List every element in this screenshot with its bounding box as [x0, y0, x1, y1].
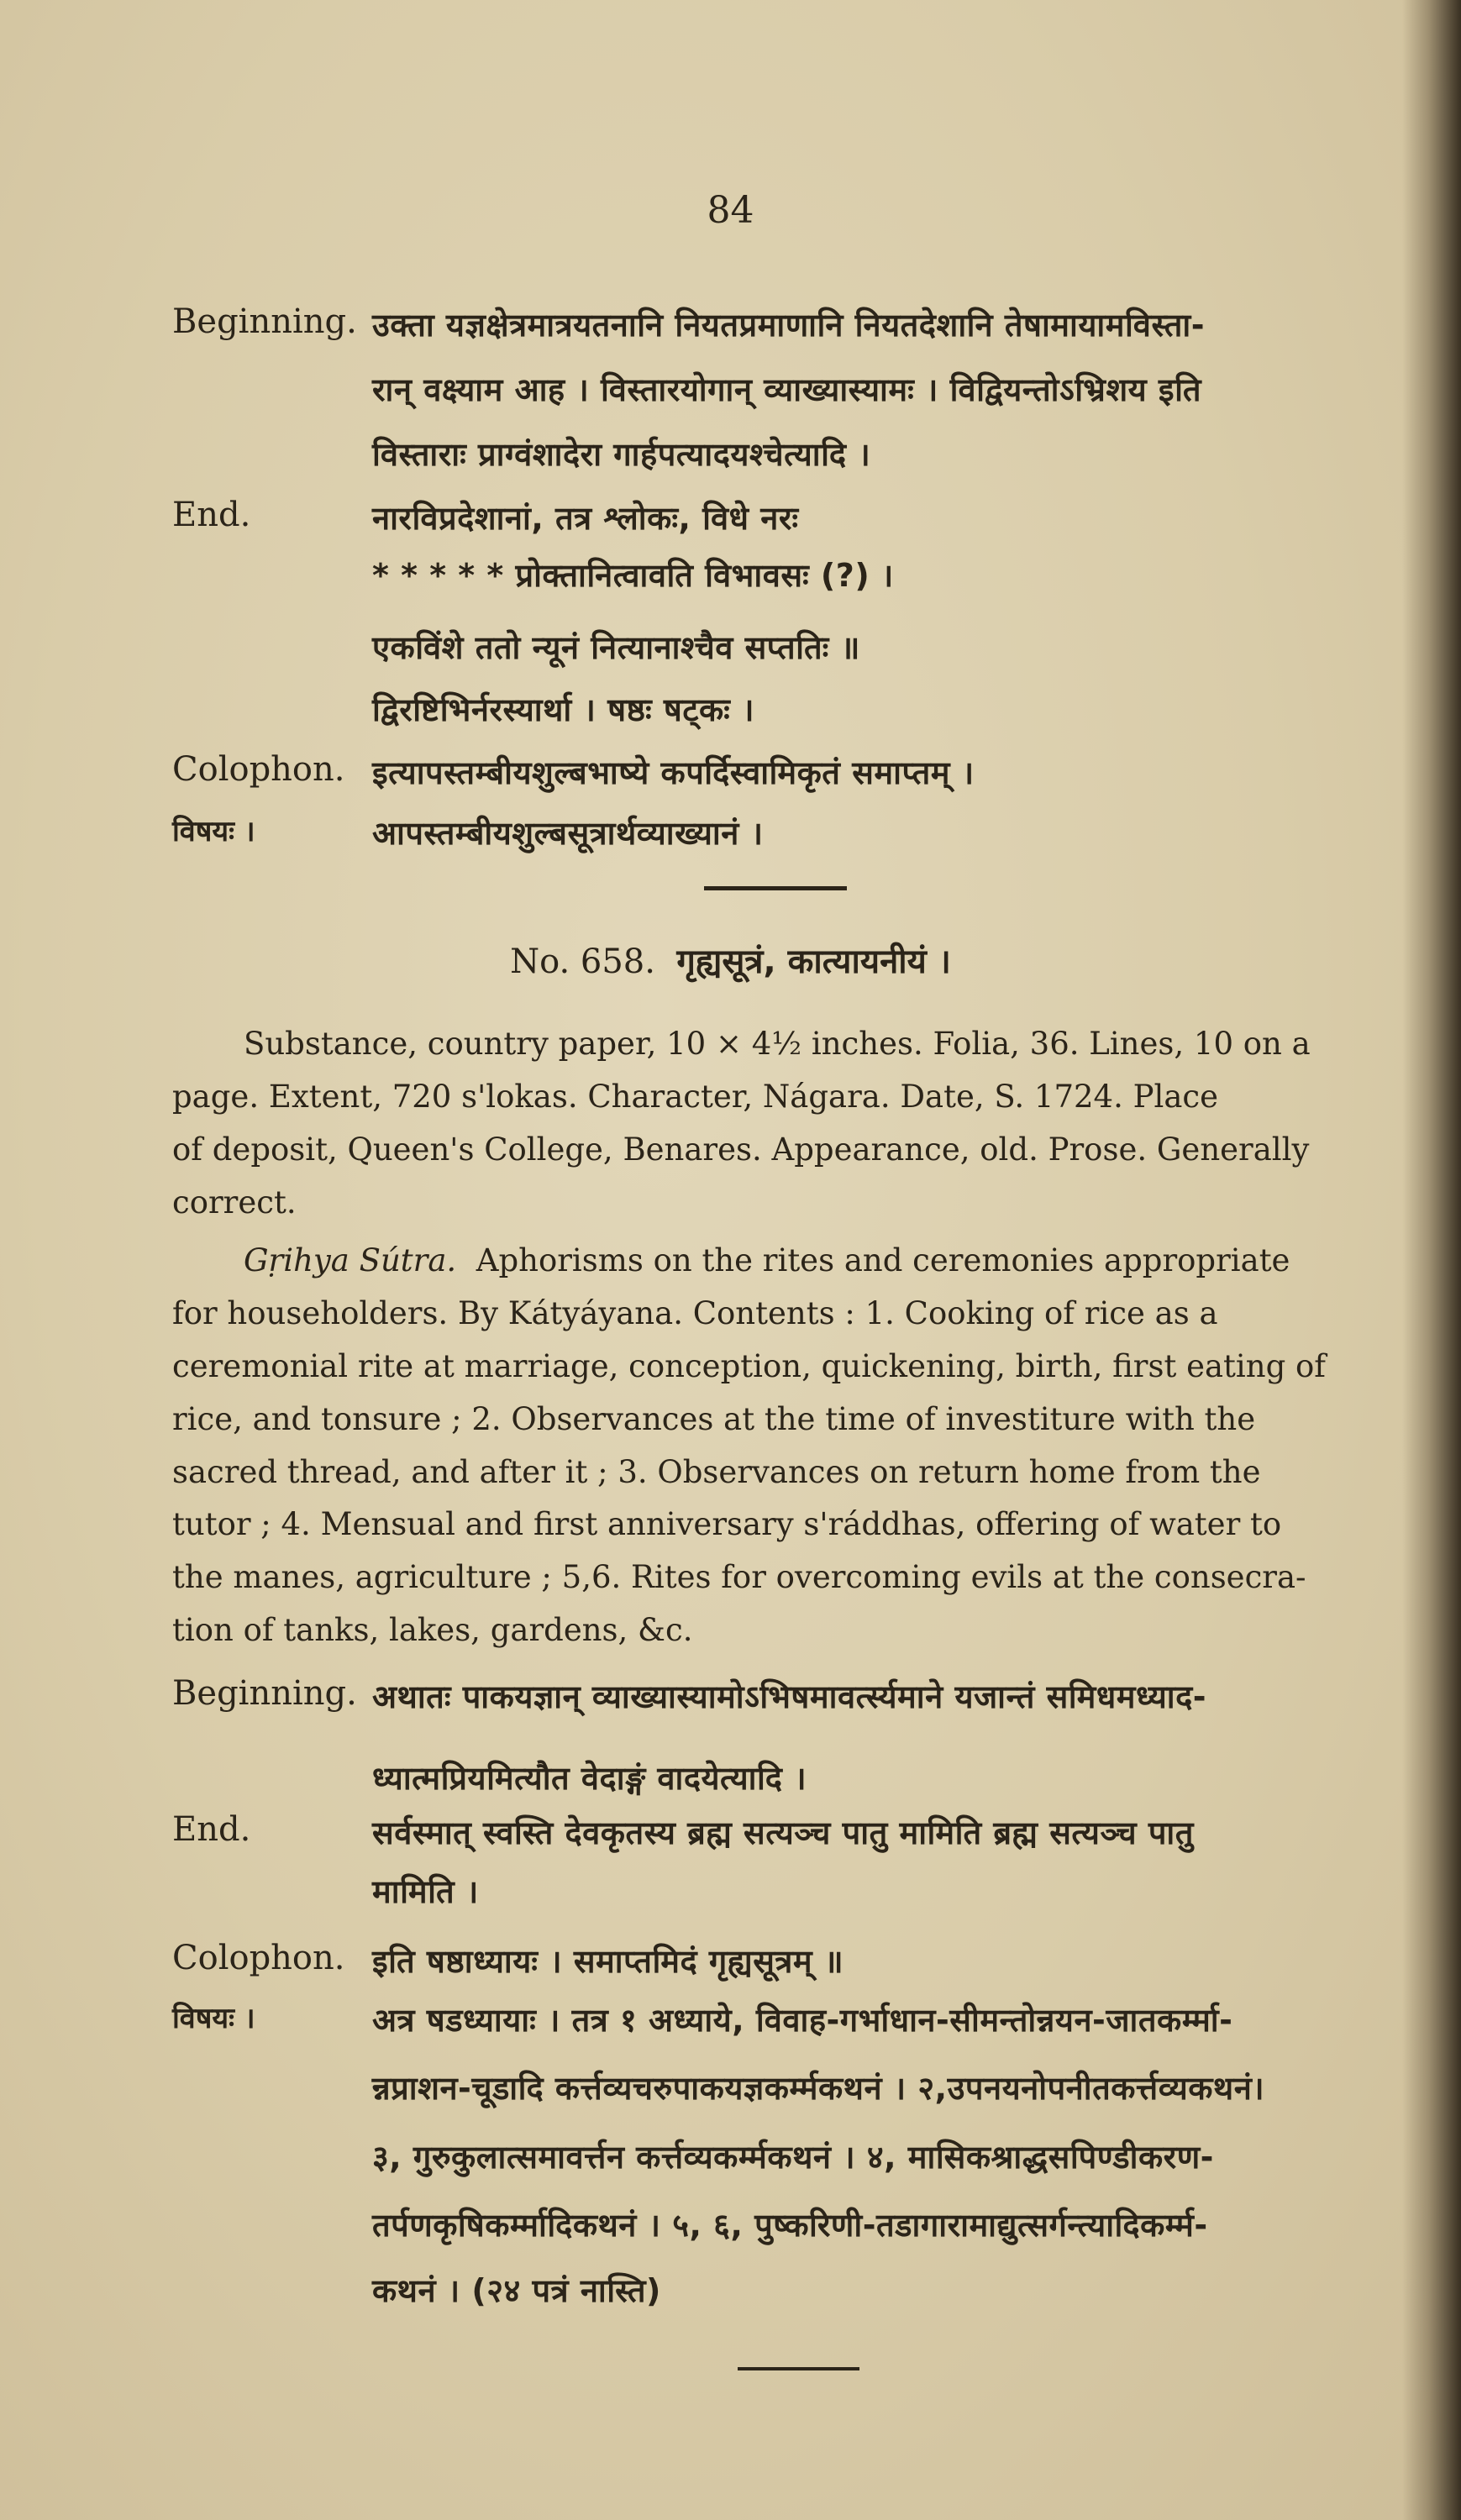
description-line: page. Extent, 720 s'lokas. Character, Nágara. Date, S. 1724. Place [172, 1078, 1219, 1115]
vishaya-2-line-5 [172, 2268, 1411, 2322]
page-number: 84 [707, 189, 754, 232]
sanskrit-text: सर्वस्मात् स्वस्ति देवकृतस्य ब्रह्म सत्यञ्च पातु मामिति ब्रह्म सत्यञ्च पातु [372, 1814, 1194, 1851]
sanskrit-text: नारविप्रदेशानां, तत्र श्लोकः, विधे नरः [372, 500, 799, 537]
colophon-1 [172, 750, 1411, 804]
vishaya-2-line-4 [172, 2202, 1411, 2256]
end-1-line-3 [172, 625, 1411, 679]
description-line: of deposit, Queen's College, Benares. Appearance, old. Prose. Generally [172, 1131, 1310, 1168]
end-label: End. [172, 496, 251, 534]
section-divider [738, 2367, 859, 2370]
section-divider [704, 886, 847, 890]
summary-line [172, 1235, 1395, 1288]
sanskrit-text: उक्ता यज्ञक्षेत्रमात्रयतनानि नियतप्रमाणानि नियतदेशानि तेषामायामविस्ता- [372, 307, 1205, 344]
beginning-1-line-3 [172, 432, 1411, 486]
entry-number: No. 658. [510, 942, 655, 981]
end-1-line-2 [172, 553, 1411, 606]
beginning-label: Beginning. [172, 302, 357, 341]
sanskrit-text: कथनं । (२४ पत्रं नास्ति) [372, 2272, 661, 2309]
end-1-line-4 [172, 687, 1411, 741]
colophon-2 [172, 1939, 1411, 1992]
description-line: Substance, country paper, 10 × 4½ inches. Folia, 36. Lines, 10 on a [244, 1026, 1311, 1062]
summary-title: Gṛihya Sútra. [244, 1242, 457, 1278]
sanskrit-text: * * * * * प्रोक्तानित्वावति विभावसः (?) । [372, 557, 894, 594]
summary-line: tutor ; 4. Mensual and first anniversary s'ráddhas, offering of water to [172, 1506, 1282, 1543]
colophon-label: Colophon. [172, 1939, 345, 1977]
vishaya-label: विषयः । [172, 2002, 255, 2035]
sanskrit-text: एकविंशे ततो न्यूनं नित्यानाश्चैव सप्ततिः ॥ [372, 629, 860, 666]
sanskrit-text: द्विरष्टिभिर्नरस्यार्था । षष्ठः षट्कः । [372, 691, 754, 728]
colophon-label: Colophon. [172, 750, 345, 789]
sanskrit-text: विस्ताराः प्राग्वंशादेरा गार्हपत्यादयश्चेत्यादि । [372, 436, 871, 473]
sanskrit-text: अथातः पाकयज्ञान् व्याख्यास्यामोऽभिषमावर्त्स्यमाने यजान्तं समिधमध्याद- [372, 1678, 1207, 1715]
summary-line: sacred thread, and after it ; 3. Observances on return home from the [172, 1453, 1261, 1490]
sanskrit-text: तर्पणकृषिकर्म्मादिकथनं । ५, ६, पुष्करिणी-तडागारामाद्युत्सर्गन्त्यादिकर्म्म- [372, 2207, 1208, 2244]
end-label: End. [172, 1810, 251, 1849]
end-2-line-2 [172, 1869, 1411, 1923]
end-2-line-1 [172, 1810, 1411, 1864]
sanskrit-text: रान् वक्ष्याम आह । विस्तारयोगान् व्याख्यास्यामः । विद्वियन्तोऽभ्रिशय इति [372, 371, 1202, 408]
beginning-2-line-2 [172, 1756, 1411, 1809]
page-edge-shadow [1402, 0, 1461, 2520]
summary-paragraph [172, 1235, 1395, 1657]
sanskrit-text: इति षष्ठाध्यायः । समाप्तमिदं गृह्यसूत्रम् ॥ [372, 1943, 844, 1980]
entry-heading [0, 937, 1461, 983]
description-line: correct. [172, 1184, 297, 1221]
summary-line: tion of tanks, lakes, gardens, &c. [172, 1612, 693, 1649]
beginning-1-line-2 [172, 367, 1411, 421]
summary-line: for householders. By Kátyáyana. Contents : 1. Cooking of rice as a [172, 1294, 1218, 1331]
sanskrit-text: इत्यापस्तम्बीयशुल्बभाष्ये कपर्दिस्वामिकृतं समाप्तम् । [372, 754, 975, 791]
beginning-label: Beginning. [172, 1674, 357, 1713]
vishaya-2-line-3 [172, 2134, 1411, 2188]
description-paragraph [172, 1018, 1395, 1230]
beginning-1-line-1 [172, 302, 1411, 356]
entry-title-sanskrit: गृह्यसूत्रं, कात्यायनीयं । [676, 942, 951, 981]
sanskrit-text: आपस्तम्बीयशुल्बसूत्रार्थव्याख्यानं । [372, 815, 764, 852]
summary-line: the manes, agriculture ; 5,6. Rites for overcoming evils at the consecra- [172, 1559, 1306, 1596]
sanskrit-text: न्नप्राशन-चूडादि कर्त्तव्यचरुपाकयज्ञकर्म्मकथनं । २,उपनयनोपनीतकर्त्तव्यकथनं। [372, 2070, 1265, 2107]
summary-first-rest: Aphorisms on the rites and ceremonies appropriate [476, 1242, 1290, 1278]
end-1-line-1 [172, 496, 1411, 549]
vishaya-1 [172, 811, 1411, 864]
vishaya-2-line-1 [172, 1998, 1411, 2051]
summary-line: ceremonial rite at marriage, conception, quickening, birth, first eating of [172, 1347, 1326, 1384]
vishaya-2-line-2 [172, 2066, 1411, 2119]
sanskrit-text: ध्यात्मप्रियमित्यौत वेदाङ्गं वादयेत्यादि । [372, 1760, 807, 1797]
summary-line: rice, and tonsure ; 2. Observances at the time of investiture with the [172, 1400, 1256, 1437]
sanskrit-text: मामिति । [372, 1873, 479, 1910]
vishaya-label: विषयः । [172, 815, 255, 848]
sanskrit-text: अत्र षडध्यायाः । तत्र १ अध्याये, विवाह-गर्भाधान-सीमन्तोन्नयन-जातकर्म्मा- [372, 2002, 1233, 2039]
sanskrit-text: ३, गुरुकुलात्समावर्त्तन कर्त्तव्यकर्म्मकथनं । ४, मासिकश्राद्धसपिण्डीकरण- [372, 2139, 1214, 2176]
beginning-2-line-1 [172, 1674, 1411, 1728]
